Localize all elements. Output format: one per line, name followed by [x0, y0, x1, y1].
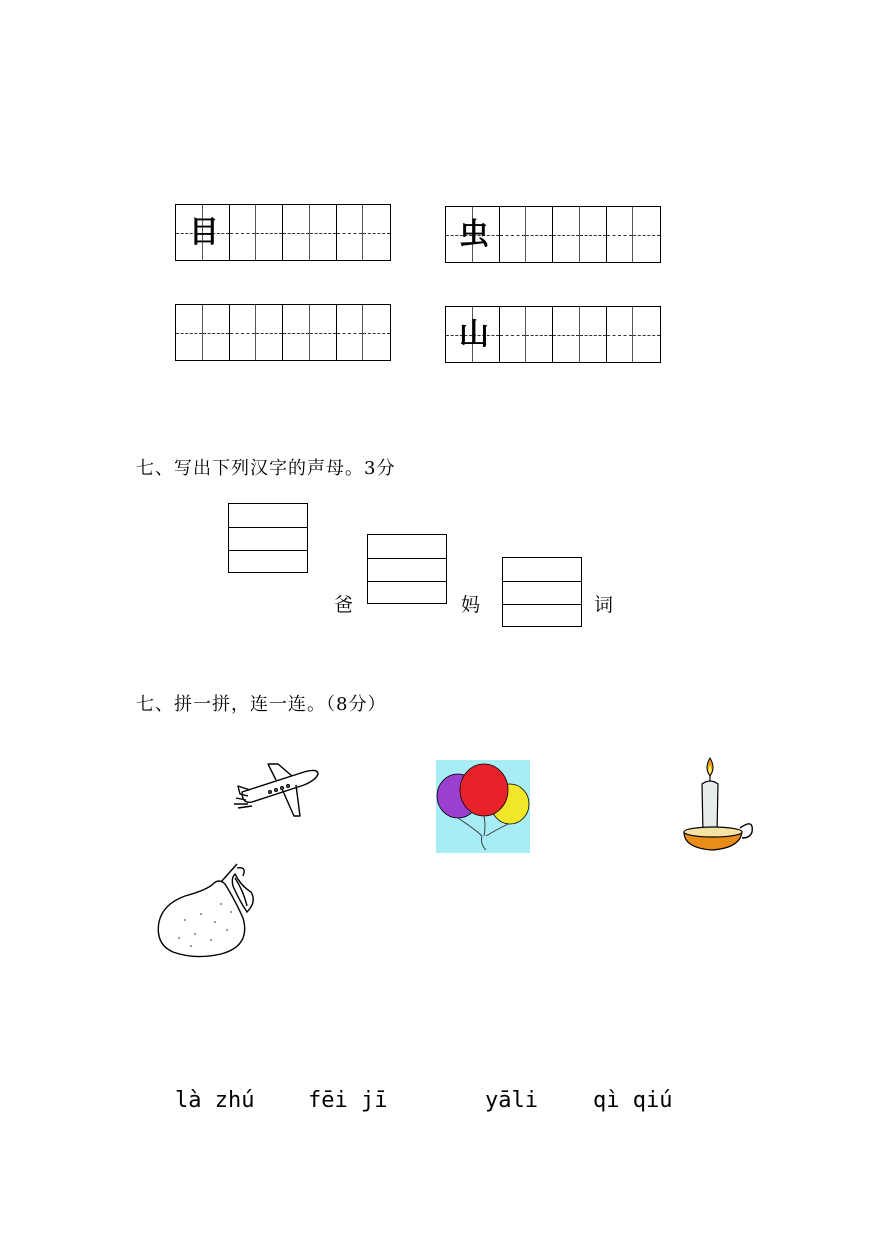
grid-cell	[633, 207, 660, 262]
grid-cell	[633, 307, 660, 362]
pinyin-ya-li[interactable]: yāli	[485, 1088, 538, 1113]
answer-box-ma[interactable]	[367, 534, 447, 604]
seed-character: 虫	[459, 216, 489, 252]
answer-box-ba[interactable]	[228, 503, 308, 573]
grid-cell	[580, 207, 607, 262]
grid-cell	[500, 207, 527, 262]
grid-cell	[553, 207, 580, 262]
grid-cell	[526, 207, 553, 262]
grid-cell	[283, 205, 310, 260]
answer-box-ci[interactable]	[502, 557, 582, 627]
grid-cell	[446, 307, 489, 362]
grid-cell	[230, 205, 257, 260]
seed-character: 山	[459, 316, 489, 352]
grid-cell	[203, 305, 230, 360]
airplane-illustration[interactable]	[232, 758, 324, 822]
writing-grid-mu	[175, 204, 391, 261]
grid-cell	[337, 205, 364, 260]
grid-cell	[256, 305, 283, 360]
grid-cell	[607, 307, 634, 362]
grid-cell	[256, 205, 283, 260]
candle-illustration[interactable]	[682, 756, 756, 854]
section-title-initials: 七、写出下列汉字的声母。3分	[136, 458, 396, 479]
grid-cell	[337, 305, 364, 360]
grid-cell	[446, 207, 489, 262]
pear-illustration[interactable]	[155, 860, 259, 960]
hanzi-ma: 妈	[461, 594, 481, 616]
pinyin-fei-ji[interactable]: fēi jī	[308, 1088, 388, 1113]
writing-grid-chong	[445, 206, 661, 263]
seed-character: 目	[189, 214, 219, 250]
writing-grid-shan	[445, 306, 661, 363]
writing-grid-blank	[175, 304, 391, 361]
pinyin-la-zhu[interactable]: là zhú	[175, 1088, 255, 1113]
grid-cell	[176, 305, 203, 360]
grid-cell	[363, 205, 390, 260]
balloons-illustration[interactable]	[436, 760, 530, 853]
grid-cell	[526, 307, 553, 362]
grid-cell	[580, 307, 607, 362]
hanzi-ba: 爸	[334, 594, 354, 616]
grid-cell	[310, 305, 337, 360]
grid-cell	[500, 307, 527, 362]
grid-cell	[230, 305, 257, 360]
grid-cell	[283, 305, 310, 360]
grid-cell	[310, 205, 337, 260]
section-title-match: 七、拼一拼，连一连。（8分）	[136, 694, 387, 715]
grid-cell	[607, 207, 634, 262]
grid-cell	[363, 305, 390, 360]
grid-cell	[176, 205, 219, 260]
grid-cell	[553, 307, 580, 362]
hanzi-ci: 词	[594, 594, 614, 616]
pinyin-qi-qiu[interactable]: qì qiú	[593, 1088, 673, 1113]
